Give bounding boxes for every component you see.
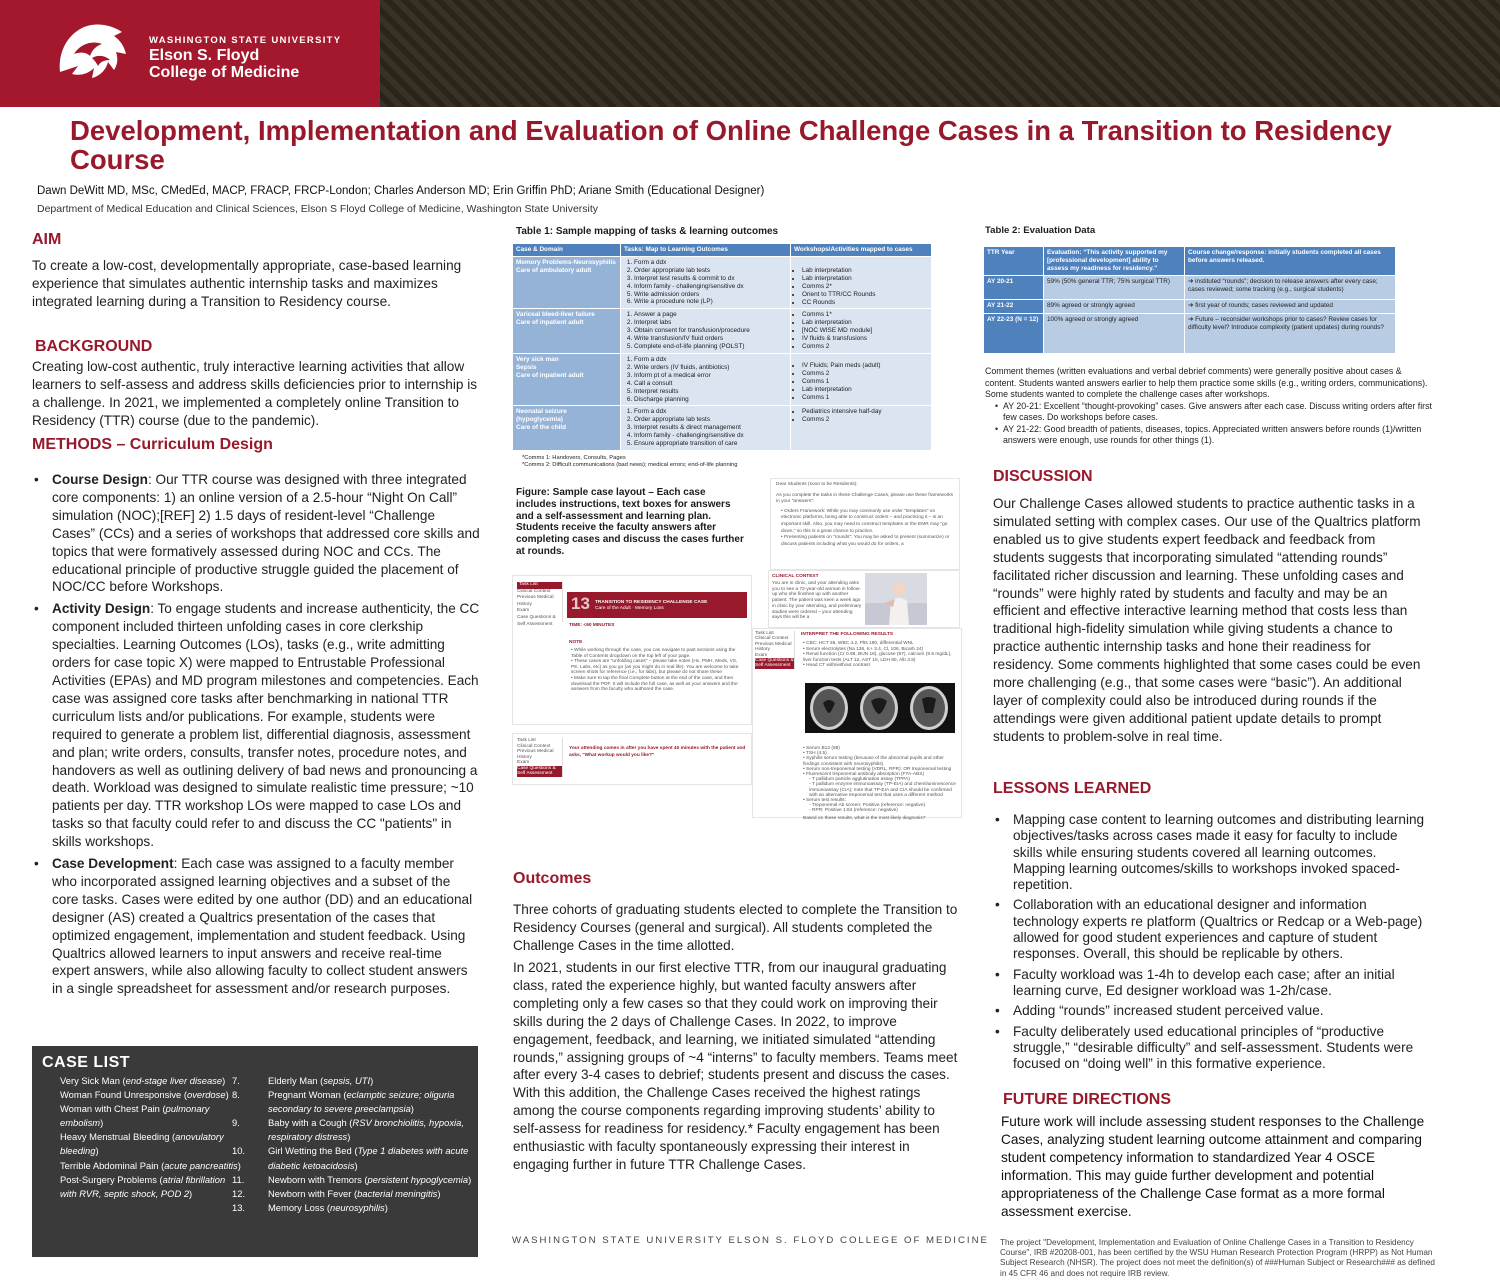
methods-item: • Course Design: Our TTR course was designed with three integrated core components: 1) an online version of a 2.5-hour “Night On Call” simulation (NOC);[REF] 2) 1.5 days of resident-level “Challenge Cases” (CCs) and a series of workshops that addressed core skills and topics that were formatively assessed during NOC and CCs. The educational principle of productive struggle guided the placement of NOC/CC before Workshops. (32, 471, 480, 596)
footer-institution: WASHINGTON STATE UNIVERSITY ELSON S. FLOYD COLLEGE OF MEDICINE (512, 1235, 989, 1246)
case-item: 6. Post-Surgery Problems (atrial fibrillation with RVR, septic shock, POD 2) (24, 1173, 226, 1199)
figure-case-panel: Task List Clinical Context Previous Medical History Exam Case Questions & Self Assessment 13 TRANSITION TO RESIDENCY CHALLENGE CASE Care of the Adult · Memory Loss TIME: <60 MINUTES NOTE • While working through the case, you can navigate to past sections using the Table of Contents dropdown on the top left of your page. • These cases are "unfolding cases" – please take notes (Hx, PMH, Meds, VS, PE, Labs, etc) as you go (as you might do in real life). You are welcome to take screen shots for reference (i.e., for labs), but please do not share these • Make sure to tap the final Complete button at the end of the case, and then download the PDF. It will include the full case, as well as your answers and the answers from the faculty who authored the case. (512, 575, 752, 725)
table2-header: TTR Year (984, 247, 1044, 276)
lessons-item: • Faculty workload was 1-4h to develop each case; after an initial learning curve, Ed designer workload was 1-2h/case. (993, 967, 1430, 1000)
future-text: Future work will include assessing student responses to the Challenge Cases, analyzing student learning outcome attainment and comparing student competency information to standardized Year 4 OSCE information. This may guide further development and potential appropriateness of the Challenge Case format as a more formal assessment exercise. (1001, 1114, 1425, 1219)
lessons-list (993, 812, 1430, 1076)
university-name: WASHINGTON STATE UNIVERSITY (149, 35, 342, 46)
cougar-logo-icon (52, 14, 134, 96)
table1-notes: *Comms 1: Handovers, Consults, Pages *Comms 2: Difficult communications (bad news); medical errors; end-of-life planning (522, 455, 738, 469)
future-heading: FUTURE DIRECTIONS (1003, 1091, 1171, 1108)
poster-title: Development, Implementation and Evaluation of Online Challenge Cases in a Transition to Residency Course (70, 115, 1392, 175)
comment-themes: Comment themes (written evaluations and verbal debrief comments) were generally positive about cases & content. Students wanted answers earlier to help them practice some skills (e.g., writing orders, communications). Some students wanted to complete the challenge cases after workshops. • AY 20-21: Excellent “thought-provoking” cases. Give answers after each case. Discuss writing orders after first few cases. Do workshops before cases. • AY 21-22: Good breadth of patients, diseases, topics. Appreciated written answers before rounds (1)/written answers were enough, use rounds for other things (1). (985, 366, 1433, 447)
background-heading: BACKGROUND (35, 338, 153, 355)
irb-statement: The project "Development, Implementation and Evaluation of Online Challenge Cases in a Transition to Residency Course", IRB #20208-001, has been certified by the WSU Human Research Protection Program (HRPP) as Not Human Subject Research (NHSR). The project does not meet the definition(s) of ###Human Subject or Research### as defined in 45 CFR 46 and does not require IRB review. (1000, 1238, 1435, 1278)
lessons-item: • Adding “rounds” increased student perceived value. (993, 1003, 1430, 1019)
table2-caption: Table 2: Evaluation Data (985, 225, 1096, 236)
lessons-item: • Faculty deliberately used educational principles of “productive struggle,” “desirable difficulty” and self-assessment. Students were focused on “doing well” in this formative experience. (993, 1024, 1430, 1073)
table1-header: Case & Domain (513, 244, 621, 257)
lessons-item: • Mapping case content to learning outcomes and distributing learning objectives/tasks across cases made it easy for faculty to include skills while ensuring students covered all learning outcomes. Mapping learning outcomes/skills to workshops invoked spaced-repetition. (993, 812, 1430, 893)
table-row: Memory Problems-Neurosyphilis Care of ambulatory adult 1. Form a ddx 2. Order appropriate lab tests 3. Interpret test results & commit to dx 4. Inform family - challenging/sensitive dx 5. Write admission orders 6. Write a procedure note (LP) • Lab interpretation • Lab interpretation • Comms 2* • Orient to TTR/CC Rounds • CC Rounds (513, 256, 932, 309)
case-list-right (232, 1074, 472, 1215)
authors: Dawn DeWitt MD, MSc, CMedEd, MACP, FRACP, FRCP-London; Charles Anderson MD; Erin Griffin PhD; Ariane Smith (Educational Designer) (37, 185, 765, 197)
table1-caption: Table 1: Sample mapping of tasks & learning outcomes (516, 226, 779, 237)
case-item: 2. Woman Found Unresponsive (overdose) (24, 1089, 229, 1101)
case-item: 8. Pregnant Woman (eclamptic seizure; oliguria secondary to severe preeclampsia) (232, 1089, 455, 1115)
table2-header: Course change/response: initially students completed all cases before answers released. (1185, 247, 1396, 276)
case-item: 12. Newborn with Fever (bacterial meningitis) (232, 1187, 441, 1199)
case-item: 9. Baby with a Cough (RSV bronchiolitis, hypoxia, respiratory distress) (232, 1117, 464, 1143)
table1-header: Workshops/Activities mapped to cases (791, 244, 932, 257)
outcomes-heading: Outcomes (513, 870, 592, 887)
comment-item: • AY 21-22: Good breadth of patients, diseases, topics. Appreciated written answers before rounds (1)/written answers were enough, use rounds for other things (1). (995, 424, 1433, 447)
figure-results-panel: Task List Clinical Context Previous Medical History Exam Case Questions & Self Assessment INTERPRET THE FOLLOWING RESULTS • CBC: HCT 36, WBC 4.2, Plts 180, differential WNL • Serum electrolytes (Na 136, K+ 3.4, Cl, 106, Bicarb 24) • Renal function (Cr 0.98, BUN 16), glucose (87), calcium (9.5 mg/dL), liver function tests (ALT 12, AST 15, LDH 80, Alb 3.8) • Head CT with/without contrast • Serum B12 (88) • TSH (4.5) • Syphilis serum testing (because of the abnormal pupils and other findings consistent with neurosyphilis) • Serum non-treponemal testing (VDRL, RPR): OR treponemal testing • Fluorescent treponemal antibody absorption (FTA-ABS) ◦ T pallidum particle agglutination assay (TPPA) ◦ T pallidum enzyme immunoassay (TP-EIA) and chemiluminescence immunoassay (CIA); note that TP-EIA and CIA should be confirmed with an alternative treponemal test that uses a different method • Serum test results: ◦ Treponemal Ab screen: Positive (reference: negative) ◦ RPR: Positive 1:64 (reference: negative) Based on these results, what is the most likely diagnosis? (752, 628, 962, 818)
header-pattern (380, 0, 1500, 107)
figure-caption: Figure: Sample case layout – Each case includes instructions, text boxes for answers and a self-assessment and learning plan. Students receive the faculty answers after completing cases and discuss the cases further at rounds. (516, 487, 744, 557)
table-row: Neonatal seizure (hypoglycemia) Care of the child 1. Form a ddx 2. Order appropriate lab tests 3. Interpret results & direct management 4. Inform family - challenging/sensitive dx 5. Ensure appropriate transition of care • Pediatrics intensive half-day • Comms 2 (513, 406, 932, 451)
figure-letter-panel: Dear Students (soon to be Residents): As you complete the tasks in these Challenge Cases, please use these frameworks in your "answers": • Orders Framework: While you may commonly use order "templates" on electronic platforms, being able to construct orders – and practicing it – is an important skill. Also, you may need to construct templates or the EMR may "go down," so this is a great chance to practice. • Presenting patients on "rounds": You may be asked to present (summarize) or discuss patients including what you would do for orders, a (770, 478, 960, 570)
college-name-line2: College of Medicine (149, 64, 300, 81)
head-ct-scans-icon (805, 683, 955, 733)
case-list-heading: CASE LIST (42, 1054, 131, 1071)
outcomes-paragraph-1: Three cohorts of graduating students elected to complete the Transition to Residency Courses (general and surgical). All students completed the Challenge Cases in the time allotted. (513, 902, 958, 953)
figure-clinical-panel: CLINICAL CONTEXT You are in clinic, and your attending asks you to see a 72-year-old woman in follow-up who she finishes up with another patient. The patient was seen a week ago in clinic by your attending, and preliminary studies were ordered – your attending says this will be a (768, 570, 960, 628)
case-item: 7. Elderly Man (sepsis, UTI) (232, 1075, 374, 1086)
aim-heading: AIM (32, 231, 62, 248)
case-item: 10. Girl Wetting the Bed (Type 1 diabetes with acute diabetic ketoacidosis) (232, 1145, 469, 1171)
case-list-left (24, 1074, 242, 1201)
college-name-line1: Elson S. Floyd (149, 47, 260, 64)
figure-question-panel: Task List Clinical Context Previous Medical History Exam Case Questions & Self Assessment Your attending comes in after you have spent 40 minutes with the patient and asks, "What workup would you like?" (512, 733, 752, 785)
discussion-text: Our Challenge Cases allowed students to practice authentic tasks in a simulated setting with complex cases. Our use of the Qualtrics platform enabled us to give students expert feedback and feedback from students suggests that incorporating simulated “attending rounds” facilitated richer discussion and learning. These unfolding cases and “rounds” were highly rated by students and faculty and may be an efficient and effective interactive learning method that costs less than traditional high-fidelity simulation while giving students a chance to practice authentic internship tasks and hone their readiness for residency. Some comments highlighted that some cases could be even more challenging (e.g., that some cases were “basic”). An additional layer of complexity could also be introduced during rounds if the attendings were given additional patient update details to prompt students to problem-solve in real time. (993, 496, 1421, 744)
methods-heading: METHODS – Curriculum Design (32, 436, 273, 453)
comment-item: • AY 20-21: Excellent “thought-provoking” cases. Give answers after each case. Discuss writing orders after first few cases. Do workshops before cases. (995, 401, 1433, 424)
table1-header: Tasks: Map to Learning Outcomes (621, 244, 791, 257)
lessons-item: • Collaboration with an educational designer and information technology experts re platform (Qualtrics or Redcap or a Web-page) allowed for good student experiences and capture of student responses. Overall, this should be replicable by others. (993, 897, 1430, 962)
methods-item: • Activity Design: To engage students and increase authenticity, the CC component included thirteen unfolding cases in core clerkship specialties. Learning Outcomes (LOs), tasks (e.g., write admitting orders for case topic X) were mapped to Entrustable Professional Activities (EPAs) and MD program milestones and competencies. Each case was assigned core tasks after benchmarking in national TTR curriculum lists and/or publications. For example, students were required to generate a problem list, differential diagnosis, assessment and plan; write orders, consults, transfer notes, procedure notes, and handovers as well as outlining delivery of bad news and pronouncing a death. Workload was designed to simulate realistic time pressure; ~10 patients per day. TTR workshop LOs were mapped to case LOs and tasks so that faculty could refer to and discuss the CC "patients" in skills workshops. (32, 600, 480, 851)
table2-header: Evaluation: “This activity supported my [professional development] ability to assess my readiness for residency.” (1044, 247, 1185, 276)
table2 (983, 246, 1396, 354)
table-row: Very sick man Sepsis Care of inpatient adult 1. Form a ddx 2. Write orders (IV fluids, antibiotics) 3. Inform pt of a medical error 4. Call a consult 5. Interpret results 6. Discharge planning • IV Fluids; Pain meds (adult) • Comms 2 • Comms 1 • Lab interpretation • Comms 1 (513, 353, 932, 405)
table1 (512, 243, 932, 451)
table-row: AY 20-21 59% (50% general TTR; 75% surgical TTR) ➔ instituted “rounds”; decision to release answers after every case; cases reviewed; some tracking (e.g., surgical students) (984, 276, 1396, 300)
case-item: 4. Heavy Menstrual Bleeding (anovulatory bleeding) (24, 1131, 224, 1157)
aim-text: To create a low-cost, developmentally appropriate, case-based learning experience that simulates authentic internship tasks and maximizes integrated learning during a Transition to Residency course. (32, 258, 462, 309)
table-row: Variceal bleed-liver failure Care of inpatient adult 1. Answer a page 2. Interpret labs 3. Obtain consent for transfusion/procedure 4. Write transfusion/IV fluid orders 5. Complete end-of-life planning (POLST) • Comms 1* • Lab interpretation • [NOC WISE MD module] • IV fluids & transfusions • Comms 2 (513, 309, 932, 354)
lessons-heading: LESSONS LEARNED (993, 780, 1152, 797)
case-item: 3. Woman with Chest Pain (pulmonary embolism) (24, 1103, 210, 1129)
case-item: 13. Memory Loss (neurosyphilis) (232, 1201, 388, 1213)
patient-photo-icon (865, 573, 927, 625)
methods-item: • Case Development: Each case was assigned to a faculty member who incorporated assigned learning objectives and a subset of the core tasks. Cases were edited by one author (DD) and an educational designer (AS) created a Qualtrics presentation of the cases that optimized engagement, implementation and student feedback. Using Qualtrics allowed learners to input answers and receive real-time expert answers, while also allowing faculty to collect student answers in a single spreadsheet for assessment and/or research purposes. (32, 855, 480, 998)
discussion-heading: DISCUSSION (993, 468, 1093, 485)
table-row: AY 21-22 89% agreed or strongly agreed ➔ first year of rounds; cases reviewed and updated (984, 300, 1396, 314)
case-item: 11. Newborn with Tremors (persistent hypoglycemia) (232, 1173, 472, 1185)
case-item: 5. Terrible Abdominal Pain (acute pancreatitis) (24, 1159, 241, 1171)
outcomes-paragraph-2: In 2021, students in our first elective TTR, from our inaugural graduating class, rated the experience highly, but wanted faculty answers after completing only a few cases so that they could work on improving their skills during the 2 days of Challenge Cases. In 2022, to improve engagement, feedback, and learning, we initiated simulated “attending rounds,” assigning groups of ~4 “interns” to faculty members. Teams meet after every 3-4 cases to debrief; students present and discuss the cases. With this addition, the Challenge Cases received the highest ratings among the course components regarding improving students’ ability to self-assess for readiness for residency.* Faculty engagement has been enthusiastic with faculty spontaneously expressing their interest in engaging further in future TTR Challenge Cases. (513, 960, 958, 1172)
table-row: AY 22-23 (N = 12) 100% agreed or strongly agreed ➔ Future – reconsider workshops prior to cases? Review cases for difficulty level? Introduce complexity (patient updates) during rounds? (984, 314, 1396, 354)
background-text: Creating low-cost authentic, truly interactive learning activities that allow learners to self-assess and address skills deficiencies prior to internship is a challenge. In 2021, we implemented a completely online Transition to Residency (TTR) course (due to the pandemic). (32, 359, 478, 428)
case-item: 1. Very Sick Man (end-stage liver disease) (24, 1075, 226, 1086)
department: Department of Medical Education and Clinical Sciences, Elson S Floyd College of Medicine, Washington State University (37, 203, 599, 215)
case-list-box (24, 1046, 478, 1257)
methods-list (32, 471, 480, 1002)
